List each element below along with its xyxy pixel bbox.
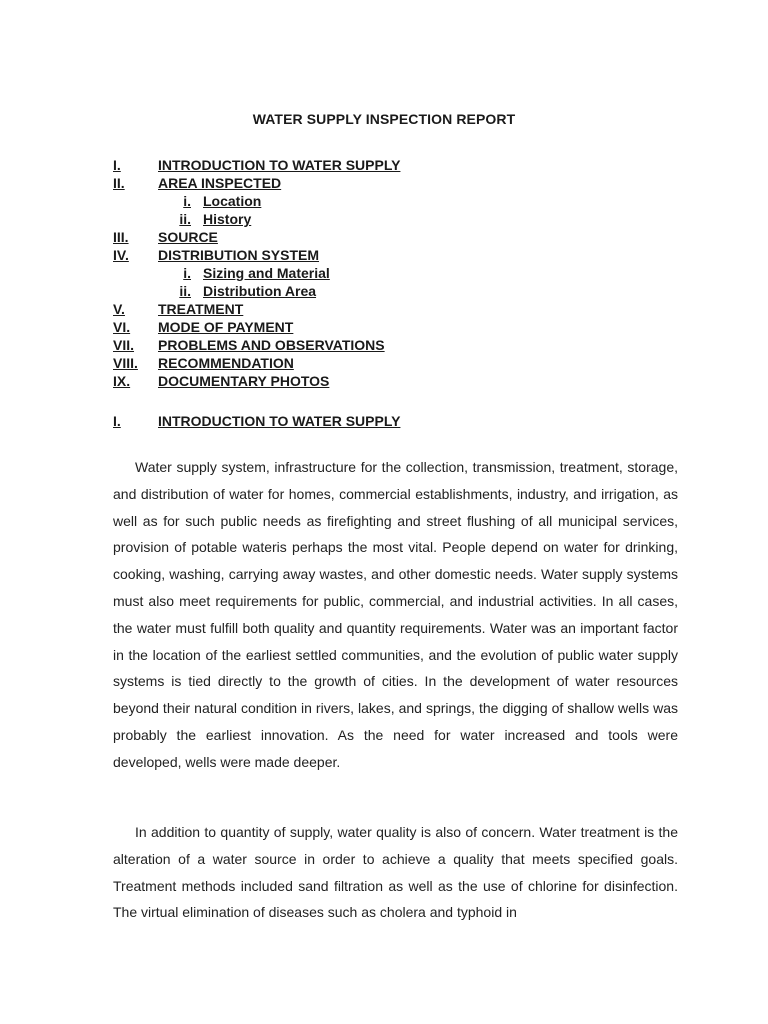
document-page: WATER SUPPLY INSPECTION REPORT I. INTRODUCTION TO WATER SUPPLY II. AREA INSPECTED i. Location ii. History III. SOURCE IV. DISTRIBUTION SYSTEM i. Sizing and Material ii. Distribution Area V. TREATMENT VI. MODE OF PAYMENT VII. PROBLEMS AND OBSERVATIONS VIII. RECOMMENDATION IX. DOCUMENTARY PHOTOS I. INTRODUCTION TO WATER SUPPLY Water supply system, infrastructure for the collection, transmission, treatment, storage, and distribution of water for homes, commercial establishments, industry, and irrigation, as well as for such public needs as firefighting and street flushing of all municipal services, provision of potable wateris perhaps the most vital. People depend on water for drinking, cooking, washing, carrying away wastes, and other domestic needs. Water supply systems must also meet requirements for public, commercial, and industrial activities. In all cases, the water must fulfill both quality and quantity requirements. Water was an important factor in the location of the earliest settled communities, and the evolution of public water supply systems is tied directly to the growth of cities. In the development of water resources beyond their natural condition in rivers, lakes, and springs, the digging of shallow wells was probably the earliest innovation. As the need for water increased and tools were developed, wells were made deeper. In addition to quantity of supply, water quality is also of concern. Water treatment is the alteration of a water source in order to achieve a quality that meets specified goals. Treatment methods included sand filtration as well as the use of chlorine for disinfection. The virtual elimination of diseases such as cholera and typhoid in (0, 0, 768, 1024)
section-number: I. (113, 413, 121, 429)
body-paragraph: Water supply system, infrastructure for the collection, transmission, treatment, storage, and distribution of water for homes, commercial establishments, industry, and irrigation, as well as for such public needs as firefighting and street flushing of all municipal services, provision of potable wateris perhaps the most vital. People depend on water for drinking, cooking, washing, carrying away wastes, and other domestic needs. Water supply systems must also meet requirements for public, commercial, and industrial activities. In all cases, the water must fulfill both quality and quantity requirements. Water was an important factor in the location of the earliest settled communities, and the evolution of public water supply systems is tied directly to the growth of cities. In the development of water resources beyond their natural condition in rivers, lakes, and springs, the digging of shallow wells was probably the earliest innovation. As the need for water increased and tools were developed, wells were made deeper. (113, 459, 678, 770)
document-title: WATER SUPPLY INSPECTION REPORT (252, 111, 516, 127)
section-title: INTRODUCTION TO WATER SUPPLY (158, 413, 401, 429)
body-paragraph: In addition to quantity of supply, water quality is also of concern. Water treatment is the alteration of a water source in order to achieve a quality that meets specified goals. Treatment methods included sand filtration as well as the use of chlorine for disinfection. The virtual elimination of diseases such as cholera and typhoid in (113, 824, 678, 921)
